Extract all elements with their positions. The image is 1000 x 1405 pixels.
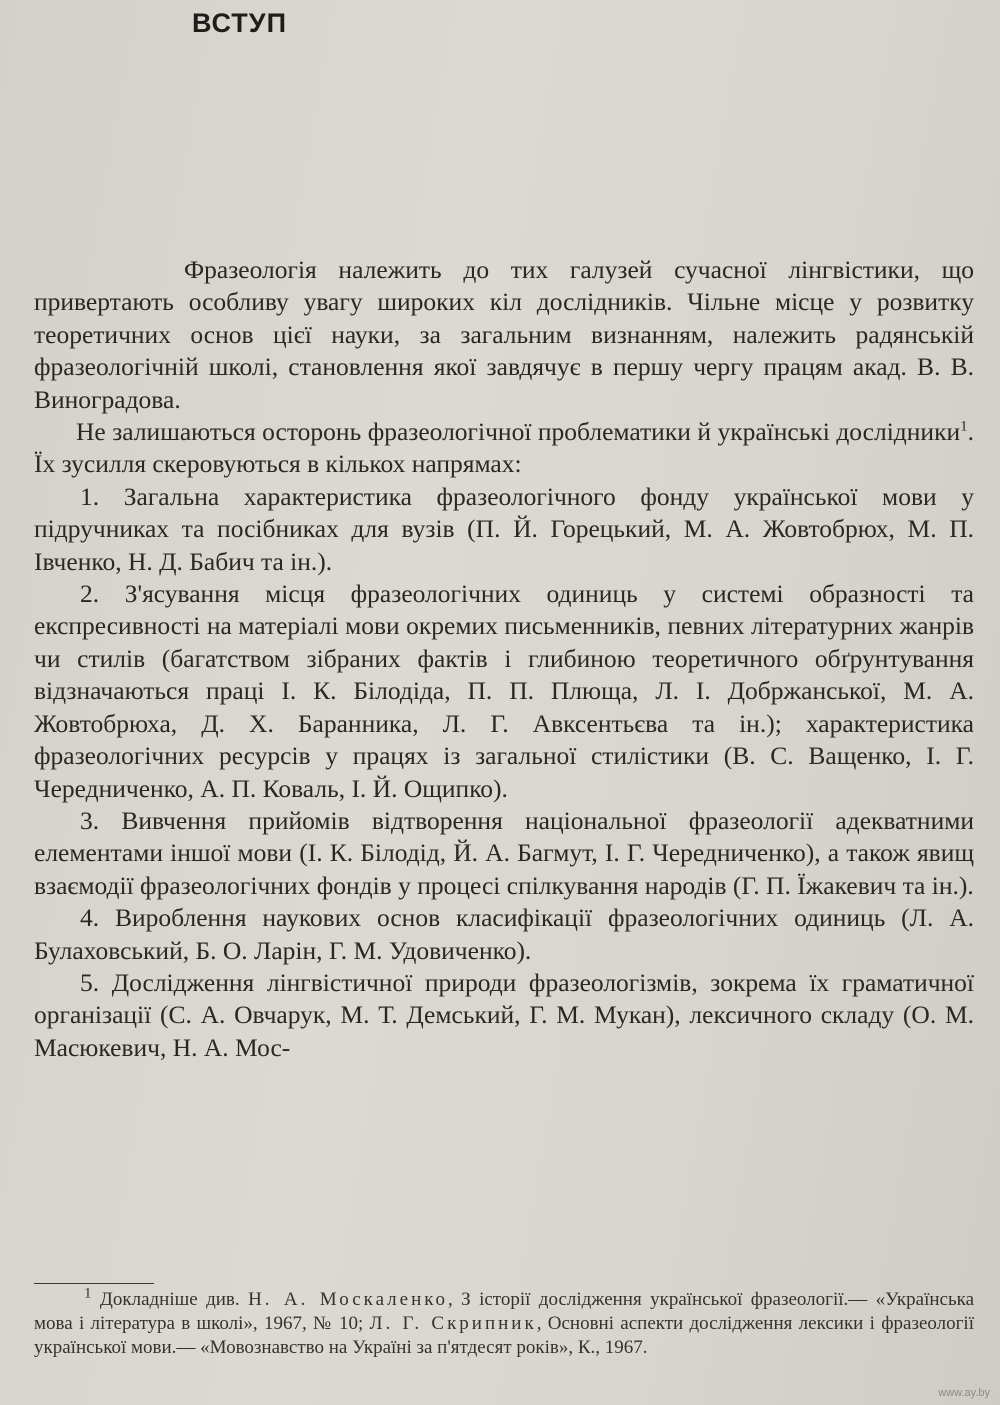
footnote-marker: 1 xyxy=(84,1285,92,1302)
footnote-text xyxy=(34,1285,975,1360)
footnote-author-2: Л. Г. Скрипник xyxy=(369,1313,537,1334)
list-item-4: 4. Вироблення наукових основ класифікації фразеологічних одиниць (Л. А. Булаховський, Б. О. Ларін, Г. М. Удовиченко). xyxy=(34,903,974,965)
list-item-1: 1. Загальна характеристика фразеологічного фонду української мови у підручниках та посібниках для вузів (П. Й. Горецький, М. А. Жовтобрюх, М. П. Івченко, Н. Д. Бабич та ін.). xyxy=(34,481,974,576)
footnote-part-1: Докладніше див. xyxy=(99,1289,240,1310)
footnote-part-2: , З історії дослідження української фразеології.— «Українська мова і література в школі», 1967, № 10; xyxy=(34,1289,975,1334)
footnote-author-1: Н. А. Москаленко xyxy=(248,1289,449,1310)
footnote-reference: 1 xyxy=(960,418,968,435)
paragraph-directions-text-cont: . Їх зусилля скеровуються в кількох напрямах: xyxy=(34,417,974,479)
list-item-5: 5. Дослідження лінгвістичної природи фразеологізмів, зокрема їх граматичної організації (С. А. Овчарук, М. Т. Демський, Г. М. Мукан), лексичного складу (О. М. Масюкевич, Н. А. Мос- xyxy=(34,967,974,1062)
paragraph-intro: Фразеологія належить до тих галузей сучасної лінгвістики, що привертають особливу увагу широких кіл дослідників. Чільне місце у розвитку теоретичних основ цієї науки, за загальним визнанням, належить радянській фразеологічній школі, становлення якої завдячує в першу чергу працям акад. В. В. Виноградова. xyxy=(34,255,974,414)
footnote xyxy=(34,1285,975,1360)
paragraph-directions-text: Не залишаються осторонь фразеологічної проблематики й українські дослідники xyxy=(76,417,961,447)
watermark: www.ay.by xyxy=(938,1387,990,1399)
paragraph-directions xyxy=(34,416,974,481)
page-heading: ВСТУП xyxy=(192,8,287,38)
list-item-3: 3. Вивчення прийомів відтворення національної фразеології адекватними елементами іншої мови (І. К. Білодід, Й. А. Багмут, І. Г. Чередниченко), а також явищ взаємодії фразеологічних фондів у процесі спілкування народів (Г. П. Їжакевич та ін.). xyxy=(34,805,974,900)
footnote-divider xyxy=(34,1283,154,1284)
list-item-2: 2. З'ясування місця фразеологічних одиниць у системі образності та експресивності на матеріалі мови окремих письменників, певних літературних жанрів чи стилів (багатством зібраних фактів і глибиною теоретичного обґрунтування відзначаються праці І. К. Білодіда, П. П. Плюща, Л. І. Добржанської, М. А. Жовтобрюха, Д. Х. Баранника, Л. Г. Авксентьєва та ін.); характеристика фразеологічних ресурсів у працях із загальної стилістики (В. С. Ващенко, І. Г. Чередниченко, А. П. Коваль, І. Й. Ощипко). xyxy=(34,579,974,803)
footnote-part-3: , Основні аспекти дослідження лексики і фразеології української мови.— «Мовознавство на Україні за п'ятдесят років», К., 1967. xyxy=(34,1313,974,1358)
body-text xyxy=(34,254,974,1064)
